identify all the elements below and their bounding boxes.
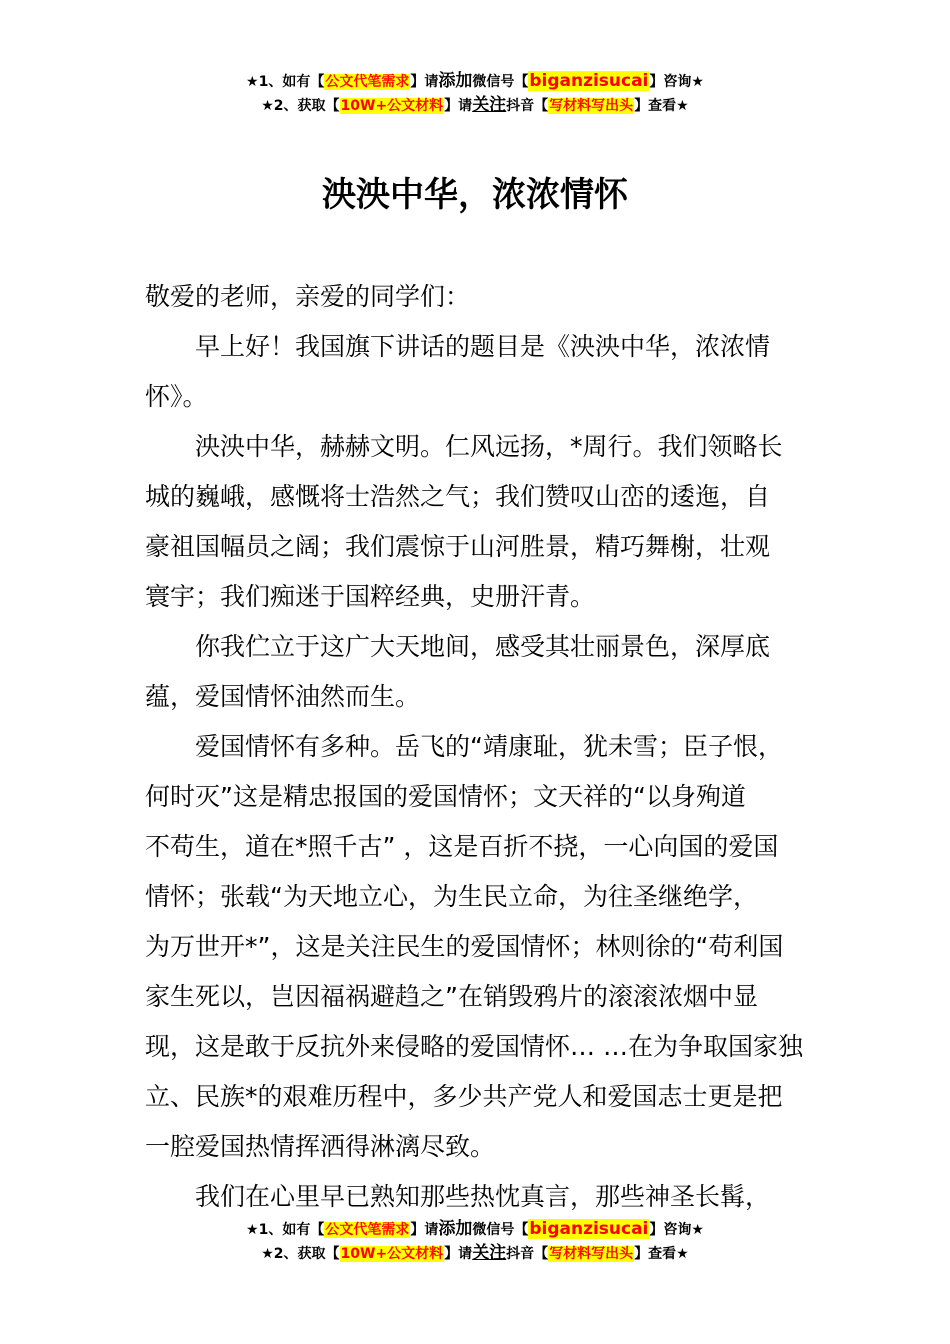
banner-text: 】咨询★ [649,74,704,90]
document-title: 泱泱中华，浓浓情怀 [322,175,628,215]
highlight-wechat-id: biganzisucai [529,1219,649,1239]
paragraph-2 [145,422,835,622]
banner-text: ★2、获取【 [261,1246,340,1262]
banner-text: ★2、获取【 [261,98,340,114]
highlight-writing-service: 公文代笔需求 [325,74,410,90]
text-line: 情怀；张载“为天地立心，为生民立命，为往圣继绝学， [145,882,758,911]
highlight-douyin-account: 写材料写出头 [549,98,634,114]
paragraph-1 [145,322,835,422]
text-line: 爱国情怀有多种。岳飞的“靖康耻，犹未雪；臣子恨， [195,732,783,761]
banner-text-emphasis: 添加 [438,71,473,91]
text-line: 为万世开*”，这是关注民生的爱国情怀；林则徐的“苟利国 [145,932,784,961]
salutation [145,272,835,322]
banner-text: ★1、如有【 [246,1222,325,1238]
text-line: 一腔爱国热情挥洒得淋漓尽致。 [145,1132,496,1161]
banner-text: 微信号【 [472,1222,529,1238]
paragraph-3 [145,622,835,722]
highlight-writing-service: 公文代笔需求 [325,1222,410,1238]
banner-line-1 [0,1218,950,1242]
banner-text: 微信号【 [472,74,529,90]
text-line: 早上好！我国旗下讲话的题目是《泱泱中华，浓浓情 [195,332,771,361]
text-line: 何时灭”这是精忠报国的爱国情怀；文天祥的“以身殉道 [145,782,746,811]
text-line: 寰宇；我们痴迷于国粹经典，史册汗青。 [145,582,596,611]
banner-line-2 [0,1242,950,1266]
text-line: 豪祖国幅员之阔；我们震惊于山河胜景，精巧舞榭，壮观 [145,532,771,561]
paragraph-4 [145,722,835,1172]
highlight-wechat-id: biganzisucai [529,71,649,91]
banner-text: 】请 [444,1246,473,1262]
banner-text: 】咨询★ [649,1222,704,1238]
banner-text: 】查看★ [634,98,689,114]
text-line: 我们在心里早已熟知那些热忱真言，那些神圣长髯， [195,1182,771,1211]
banner-text-emphasis: 添加 [438,1219,473,1239]
text-line: 怀》。 [145,382,208,411]
document-body [145,272,835,1222]
banner-text: 】请 [444,98,473,114]
banner-text: 】请 [410,1222,439,1238]
text-line: 敬爱的老师，亲爱的同学们： [145,282,471,311]
text-line: 蕴，爱国情怀油然而生。 [145,682,421,711]
banner-text: 抖音【 [506,98,549,114]
banner-text-emphasis: 关注 [472,95,507,115]
text-line: 不苟生，道在*照千古” ，这是百折不挠，一心向国的爱国 [145,832,779,861]
text-line: 现，这是敢于反抗外来侵略的爱国情怀… …在为争取国家独 [145,1032,803,1061]
banner-text-emphasis: 关注 [472,1243,507,1263]
text-line: 泱泱中华，赫赫文明。仁风远扬，*周行。我们领略长 [195,432,783,461]
highlight-douyin-account: 写材料写出头 [549,1246,634,1262]
footer-banner [0,1218,950,1266]
header-banner [0,70,950,118]
banner-line-1 [0,70,950,94]
banner-line-2 [0,94,950,118]
banner-text: ★1、如有【 [246,74,325,90]
text-line: 城的巍峨，感慨将士浩然之气；我们赞叹山峦的逶迤，自 [145,482,771,511]
highlight-materials: 10W+公文材料 [340,98,444,114]
text-line: 立、民族*的艰难历程中，多少共产党人和爱国志士更是把 [145,1082,783,1111]
banner-text: 】查看★ [634,1246,689,1262]
text-line: 家生死以，岂因福祸避趋之”在销毁鸦片的滚滚浓烟中显 [145,982,758,1011]
paragraph-5 [145,1172,835,1222]
highlight-materials: 10W+公文材料 [340,1246,444,1262]
text-line: 你我伫立于这广大天地间，感受其壮丽景色，深厚底 [195,632,771,661]
banner-text: 抖音【 [506,1246,549,1262]
banner-text: 】请 [410,74,439,90]
